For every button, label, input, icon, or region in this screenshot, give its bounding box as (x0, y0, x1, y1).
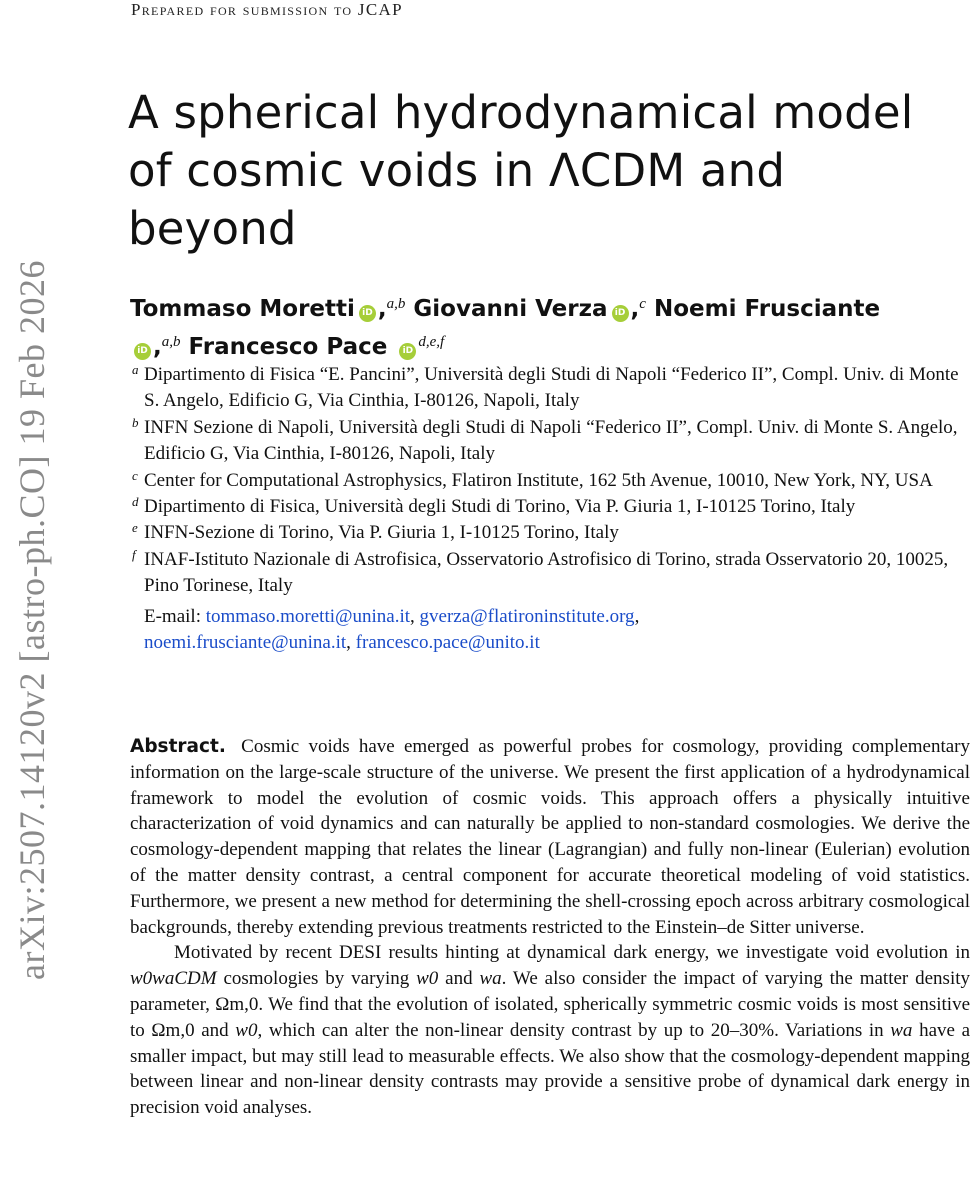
author-name[interactable]: Noemi Frusciante (653, 296, 881, 322)
affiliation-item (132, 547, 971, 600)
affiliation-text: INFN Sezione di Napoli, Università degli Studi di Napoli “Federico II”, Compl. Univ. di Monte S. Angelo, Edificio G, Via Cinthia, I-80126, Napoli, Italy (144, 416, 958, 465)
affiliation-item (132, 415, 971, 468)
email-link[interactable]: tommaso.moretti@unina.it (205, 605, 411, 627)
abstract-text: have a smaller impact, but may still lead to measurable effects. We also show that the cosmology-dependent mapping between linear and non-linear density contrasts may provide a sensitive probe of dynamical dark energy in precision void analyses. (130, 1019, 970, 1119)
affiliation-text: Dipartimento di Fisica, Università degli Studi di Torino, Via P. Giuria 1, I-10125 Torino, Italy (144, 496, 856, 518)
email-block: E-mail: tommaso.moretti@unina.it, gverza@flatironinstitute.org, noemi.frusciante@unina.it, francesco.pace@unito.it (144, 605, 640, 654)
abstract-text: , which can alter the non-linear density contrast by up to 20–30%. Variations in (257, 1019, 891, 1041)
affiliation-item (132, 362, 971, 415)
abstract-paragraph-2 (130, 940, 970, 1121)
affiliation-mark: e (132, 520, 138, 536)
orcid-icon[interactable]: iD (399, 343, 416, 360)
math-symbol: Ωm,0 (151, 1019, 195, 1041)
affiliation-mark: b (132, 414, 139, 430)
paper-title (128, 84, 958, 258)
abstract-text: . We also consider the impact of varying the matter density parameter, (130, 968, 970, 1015)
math-symbol: w0 (416, 968, 439, 990)
title-line-2: of cosmic voids in ΛCDM and (128, 144, 786, 197)
email-link[interactable]: francesco.pace@unito.it (355, 632, 540, 654)
affiliation-text: INAF-Istituto Nazionale di Astrofisica, Osservatorio Astrofisico di Torino, strada Osservatorio 20, 10025, Pino Torinese, Italy (144, 548, 949, 597)
affiliation-item (132, 494, 971, 520)
author-affiliation-sup: a,b (161, 334, 181, 350)
abstract-text: . We find that the evolution of isolated, spherically symmetric cosmic voids is most sensitive to (130, 993, 970, 1041)
title-line-1: A spherical hydrodynamical model (128, 86, 914, 139)
affiliation-text: Center for Computational Astrophysics, Flatiron Institute, 162 5th Avenue, 10010, New York, NY, USA (144, 469, 933, 491)
affiliation-list (132, 362, 971, 656)
abstract-text: and (438, 968, 480, 990)
author-affiliation-sup: d,e,f (418, 334, 445, 350)
arxiv-identifier: arXiv:2507.14120v2 [astro-ph.CO] 19 Feb 2026 (12, 260, 52, 980)
arxiv-sidebar (0, 0, 60, 1200)
affiliation-mark: c (132, 467, 138, 483)
abstract (130, 734, 970, 1121)
math-symbol: wa (479, 968, 502, 990)
affiliation-mark: f (132, 546, 136, 562)
orcid-icon[interactable]: iD (359, 305, 376, 322)
email-link[interactable]: gverza@flatironinstitute.org (419, 605, 635, 627)
abstract-text: Motivated by recent DESI results hinting at dynamical dark energy, we investigate void evolution in (174, 942, 970, 964)
affiliation-mark: a (132, 362, 139, 377)
author-name[interactable]: Francesco Pace (188, 334, 388, 360)
abstract-text: Cosmic voids have emerged as powerful probes for cosmology, providing complementary information on the large-scale structure of the universe. We present the first application of a hydrodynamical framework to model the evolution of cosmic voids. This approach offers a physically intuitive characterization of void dynamics and can naturally be applied to non-standard cosmologies. We derive the cosmology-dependent mapping that relates the linear (Lagrangian) and fully non-linear (Eulerian) evolution of the matter density contrast, a central component for accurate theoretical modeling of void statistics. Furthermore, we present a new method for determining the shell-crossing epoch across arbitrary cosmological backgrounds, thereby extending previous treatments restricted to the Einstein–de Sitter universe. (130, 736, 971, 938)
affiliation-item (132, 468, 971, 494)
author-affiliation-sup: c (639, 296, 646, 312)
affiliation-mark: d (132, 494, 139, 510)
email-label: E-mail: (144, 605, 201, 627)
author-affiliation-sup: a,b (386, 296, 406, 312)
title-line-3: beyond (128, 202, 297, 255)
orcid-icon[interactable]: iD (612, 305, 629, 322)
abstract-text: and (194, 1019, 236, 1041)
abstract-text: cosmologies by varying (216, 968, 417, 990)
affiliation-text: INFN-Sezione di Torino, Via P. Giuria 1, I-10125 Torino, Italy (144, 522, 619, 544)
orcid-icon[interactable]: iD (134, 343, 151, 360)
math-symbol: Ωm,0 (215, 993, 259, 1015)
author-list: Tommaso Moretti iD ,$^{a,b}$ Giovanni Verza iD ,$^c$ Noemi Frusciante iD ,$^{a,b}$ Francesco Pace iD$^{d,e,f}$ (130, 296, 881, 360)
abstract-paragraph-1 (130, 734, 970, 940)
model-name: w0waCDM (130, 968, 217, 990)
math-symbol: w0 (235, 1019, 258, 1041)
author-name[interactable]: Tommaso Moretti (130, 296, 355, 322)
email-link[interactable]: noemi.frusciante@unina.it (144, 632, 347, 654)
abstract-label: Abstract. (130, 736, 226, 757)
math-symbol: wa (890, 1019, 913, 1041)
affiliation-text: Dipartimento di Fisica “E. Pancini”, Università degli Studi di Napoli “Federico II”, Compl. Univ. di Monte S. Angelo, Edificio G, Via Cinthia, I-80126, Napoli, Italy (144, 364, 959, 412)
author-name[interactable]: Giovanni Verza (413, 296, 608, 322)
affiliation-item (132, 520, 971, 546)
submission-header: Prepared for submission to JCAP (131, 0, 403, 19)
